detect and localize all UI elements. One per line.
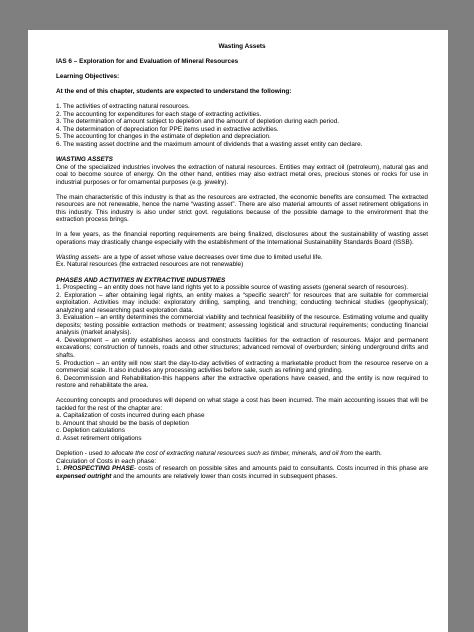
phase-item: 6. Decommission and Rehabilitation-this happens after the extractive operations have ceased, and the entity is now required to restore and rehabilitate the area. [56, 374, 428, 390]
phases-list [56, 284, 428, 390]
accounting-issues-list [56, 412, 428, 442]
document-body [56, 43, 428, 480]
definition-example: Ex. Natural resources (the extracted resources are not renewable) [56, 261, 244, 269]
objectives-heading: Learning Objectives: [56, 73, 120, 81]
accounting-issue-item: b. Amount that should be the basis of depletion [56, 419, 189, 427]
objective-item: 5. The accounting for changes in the estimate of depletion and depreciation. [56, 133, 271, 141]
accounting-issue-item: c. Depletion calculations [56, 427, 125, 435]
depletion-italic-text: to allocate the cost of extracting natural resources such as timber, minerals, and oil from [104, 450, 353, 458]
depletion-definition [56, 450, 428, 458]
depletion-end-text: the earth. [352, 450, 382, 458]
prospecting-label: PROSPECTING PHASE [63, 465, 135, 473]
objectives-list [56, 103, 428, 148]
document-title: Wasting Assets [218, 43, 266, 50]
wasting-assets-paragraph: In a few years, as the financial reporting requirements are being finalized, disclosures about the sustainability of wasting asset operations may drastically change especially with the establishment of the International Sustainability Standards Board (ISSB). [56, 231, 428, 246]
definition-paragraph [56, 254, 428, 262]
objectives-intro: At the end of this chapter, students are expected to understand the following: [56, 88, 292, 96]
objective-item: 4. The determination of depreciation for PPE items used in extractive activities. [56, 125, 279, 133]
definition-text: - are a type of asset whose value decreases over time due to limited useful life. [99, 253, 323, 261]
depletion-term: Depletion - used [56, 450, 105, 458]
prospecting-text: - costs of research on possible sites and amounts paid to consultants. Costs incurred in this phase are [134, 465, 429, 473]
phase-item: 3. Evaluation – an entity determines the commercial viability and technical feasibility of the resource. Estimating volume and quality deposits; testing possible extraction methods or treatment; assessing logistical and structural requirements; conducting financial analysis (market analysis). [56, 314, 428, 337]
wasting-assets-paragraph: The main characteristic of this industry is that as the resources are extracted, the economic benefits are consumed. The extracted resources are not renewable, hence the name “wasting asset”. There are also material amounts of asset retirement obligations in this industry. This industry is also under strict govt. regulations because of the possible damage to the environment that the extraction process brings. [56, 193, 428, 224]
calculation-heading: Calculation of Costs in each phase: [56, 457, 157, 465]
accounting-issue-item: d. Asset retirement obligations [56, 434, 142, 442]
accounting-intro: Accounting concepts and procedures will depend on what stage a cost has been incurred. The main accounting issues that will be tackled for the rest of the chapter are: [56, 397, 428, 412]
phase-item: 5. Production – an entity will now start the day-to-day activities of extracting a marketable product from the resource reserve on a commercial scale. It also includes any processing activities before sale, such as refining and grinding. [56, 359, 428, 375]
definition-term: Wasting assets [56, 253, 100, 261]
objective-item: 2. The accounting for expenditures for each stage of extracting activities. [56, 110, 262, 118]
wasting-assets-heading: WASTING ASSETS [56, 155, 113, 163]
phases-heading: PHASES AND ACTIVITIES IN EXTRACTIVE INDUSTRIES [56, 276, 226, 284]
phase-item: 2. Exploration – after obtaining legal rights, an entity makes a “specific search” for resources that are suitable for commercial exploitation. Activities may include: exploratory drilling, sampling, and trenching; conducting technical studies (geophysical); analyzing and researching past exploration data. [56, 291, 428, 314]
phase-item: 4. Development – an entity establishes access and constructs facilities for the extraction of resources. Major and permanent excavations; construction of tunnels, roads and other structures; advanced removal of overburden; sinking underground drifts and shafts. [56, 336, 428, 359]
prospecting-text-end: and the amounts are relatively lower than costs incurred in subsequent phases. [111, 472, 338, 480]
objective-item: 3. The determination of amount subject to depletion and the amount of depletion during each period. [56, 118, 340, 126]
prospecting-emphasis: expensed outright [56, 472, 112, 480]
document-subtitle: IAS 6 – Exploration for and Evaluation of Mineral Resources [56, 58, 239, 66]
wasting-assets-paragraph: One of the specialized industries involves the extraction of natural resources. Entities may extract oil (petroleum), natural gas and coal to become source of energy. On the other hand, entities may also extract metal ores, precious stones or rocks for use in industrial purposes or for ornamental purposes (e.g. jewelry). [56, 163, 428, 186]
objective-item: 6. The wasting asset doctrine and the maximum amount of dividends that a wasting asset entity can declare. [56, 140, 363, 148]
phase-item: 1. Prospecting – an entity does not have land rights yet to a possible source of wasting assets (general search of resources). [56, 284, 409, 292]
accounting-issue-item: a. Capitalization of costs incurred during each phase [56, 412, 205, 420]
document-page [28, 30, 448, 632]
prospecting-phase-paragraph [56, 465, 428, 480]
prospecting-number: 1. [56, 465, 64, 473]
objective-item: 1. The activities of extracting natural resources. [56, 103, 190, 111]
